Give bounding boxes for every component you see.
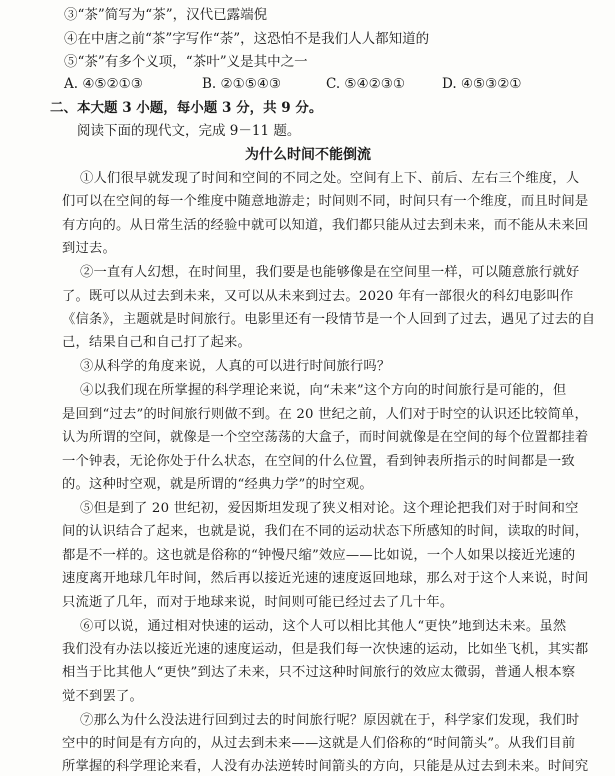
reading-instruction: 阅读下面的现代文，完成 9－11 题。 — [77, 123, 301, 139]
body-line: 认为所谓的空间，就像是一个空空荡荡的大盒子，而时间就像是在空间的每个位置都挂着 — [62, 430, 589, 445]
body-line: 空中的时间是有方向的，从过去到未来——这就是人们俗称的“时间箭头”。从我们目前 — [62, 736, 576, 751]
body-line: ②一直有人幻想，在时间里，我们要是也能够像是在空间里一样，可以随意旅行就好 — [80, 265, 580, 280]
body-line: ⑤但是到了 20 世纪初，爱因斯坦发现了狭义相对论。这个理论把我们对于时间和空 — [80, 501, 579, 516]
option-b[interactable]: B. ②①⑤④③ — [202, 76, 282, 92]
body-line: 速度离开地球几年时间，然后再以接近光速的速度返回地球，那么对于这个人来说，时间 — [62, 571, 589, 586]
item-5: ⑤“茶”有多个义项，“茶叶”义是其中之一 — [64, 54, 308, 70]
body-line: 《信条》，主题就是时间旅行。电影里还有一段情节是一个人回到了过去，遇见了过去的自 — [62, 312, 596, 327]
body-line: 有方向的。从日常生活的经验中就可以知道，我们都只能从过去到未来，而不能从未来回 — [62, 218, 589, 233]
body-line: ④以我们现在所掌握的科学理论来说，向“未来”这个方向的时间旅行是可能的，但 — [80, 383, 567, 398]
option-d[interactable]: D. ④⑤③②① — [442, 76, 522, 92]
body-line: 到过去。 — [62, 241, 116, 256]
body-line: 们可以在空间的每一个维度中随意地游走；时间则不同，时间只有一个维度，而且时间是 — [62, 194, 589, 209]
body-line: 一个钟表，无论你处于什么状态，在空间的什么位置，看到钟表所指示的时间都是一致 — [62, 454, 575, 469]
body-line: 的。这种时空观，就是所谓的“经典力学”的时空观。 — [62, 477, 373, 492]
body-line: 都是不一样的。这也就是俗称的“钟慢尺缩”效应——比如说，一个人如果以接近光速的 — [62, 548, 576, 563]
item-3: ③“茶”简写为“茶”，汉代已露端倪 — [64, 7, 268, 23]
body-line: ①人们很早就发现了时间和空间的不同之处。空间有上下、前后、左右三个维度，人 — [80, 171, 580, 186]
article-title: 为什么时间不能倒流 — [245, 147, 371, 163]
item-4: ④在中唐之前“茶”字写作“荼”，这恐怕不是我们人人都知道的 — [64, 31, 430, 47]
body-line: ⑥可以说，通过相对快速的运动，这个人可以相比其他人“更快”地到达未来。虽然 — [80, 619, 567, 634]
body-line: 间的认识结合了起来，也就是说，我们在不同的运动状态下所感知的时间，读取的时间， — [62, 524, 589, 539]
body-line: 我们没有办法以接近光速的速度运动，但是我们每一次快速的运动，比如坐飞机，其实都 — [62, 642, 589, 657]
body-line: 所掌握的科学理论来看，人没有办法逆转时间箭头的方向，只能是从过去到未来。时间究 — [62, 759, 589, 774]
option-a[interactable]: A. ④⑤②①③ — [64, 76, 143, 92]
option-c[interactable]: C. ⑤④②③① — [326, 76, 405, 92]
body-line: ③从科学的角度来说，人真的可以进行时间旅行吗？ — [80, 359, 391, 374]
body-line: 了。既可以从过去到未来，又可以从未来到过去。2020 年有一部很火的科幻电影叫作 — [62, 289, 574, 304]
body-line: 己，结果自己和自己打了起来。 — [62, 335, 251, 350]
answer-options — [64, 76, 584, 94]
body-line: 觉不到罢了。 — [62, 689, 143, 704]
body-line: 只流逝了几年，而对于地球来说，时间则可能已经过去了几十年。 — [62, 595, 454, 610]
section-heading: 二、本大题 3 小题，每小题 3 分，共 9 分。 — [50, 100, 323, 116]
body-line: ⑦那么为什么没法进行回到过去的时间旅行呢？原因就在于，科学家们发现，我们时 — [80, 713, 580, 728]
body-line: 相当于比其他人“更快”到达了未来，只不过这种时间旅行的效应太微弱，普通人根本察 — [62, 665, 576, 680]
body-line: 是回到“过去”的时间旅行则做不到。在 20 世纪之前，人们对于时空的认识还比较简单， — [62, 407, 589, 422]
